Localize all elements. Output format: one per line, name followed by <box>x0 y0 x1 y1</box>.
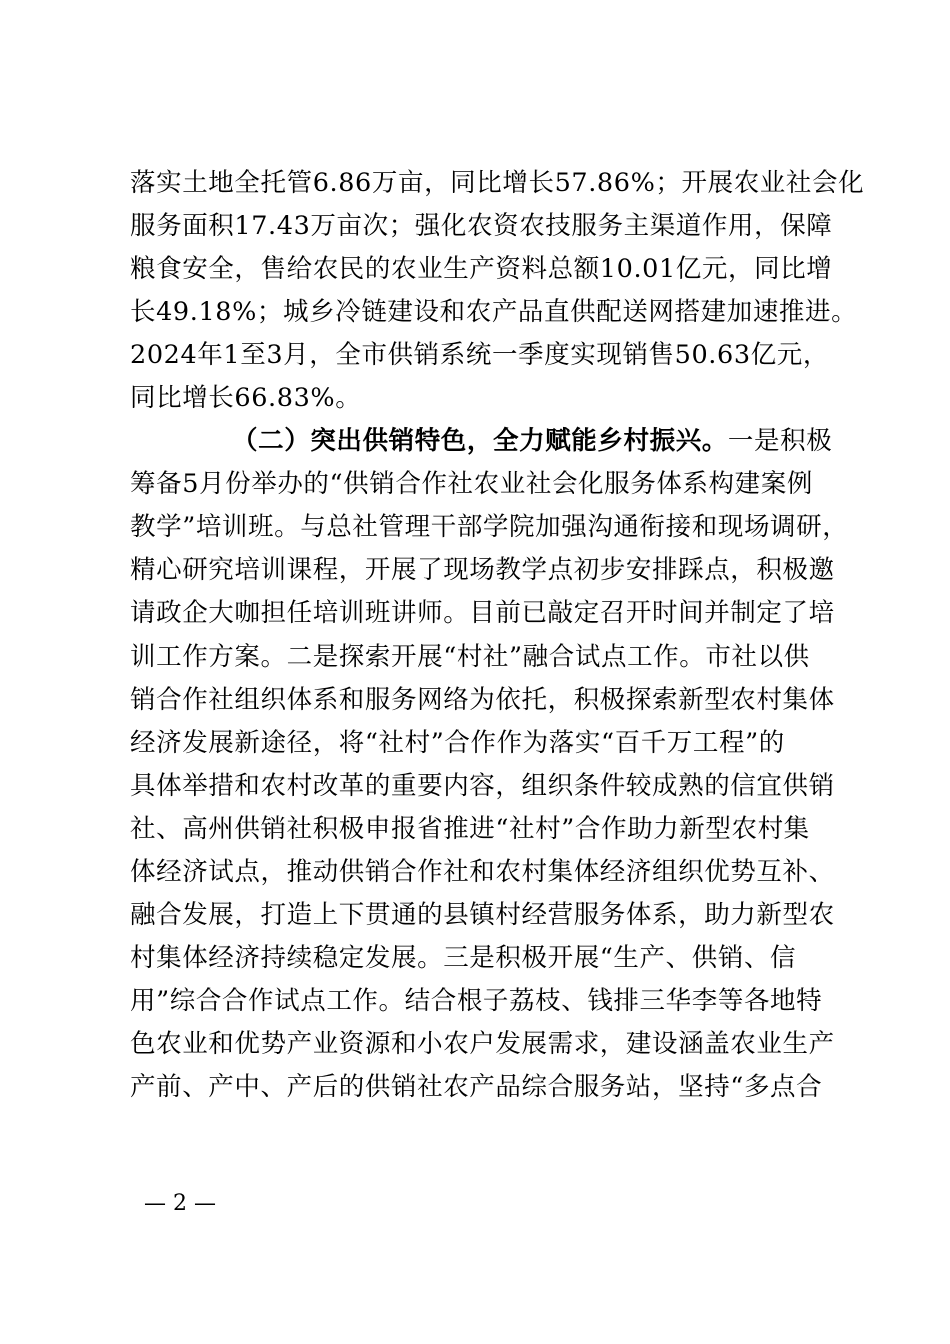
paragraph-line: 村集体经济持续稳定发展。三是积极开展“生产、供销、信 <box>130 942 797 973</box>
page-number: — 2 — <box>144 1191 216 1216</box>
paragraph-line: 服务面积17.43万亩次；强化农资农技服务主渠道作用，保障 <box>130 211 833 242</box>
section-heading: （二）突出供销特色，全力赋能乡村振兴。 <box>232 426 728 457</box>
paragraph-line: 筹备5月份举办的“供销合作社农业社会化服务体系构建案例 <box>130 469 813 500</box>
paragraph-line: 精心研究培训课程，开展了现场教学点初步安排踩点，积极邀 <box>130 555 835 586</box>
paragraph-line: 社、高州供销社积极申报省推进“社村”合作助力新型农村集 <box>130 813 810 844</box>
paragraph-line: 体经济试点，推动供销合作社和农村集体经济组织优势互补、 <box>130 856 835 887</box>
paragraph-line: 长49.18%；城乡冷链建设和农产品直供配送网搭建加速推进。 <box>130 297 858 328</box>
paragraph-line: 教学”培训班。与总社管理干部学院加强沟通衔接和现场调研， <box>130 512 849 543</box>
paragraph-line: 2024年1至3月，全市供销系统一季度实现销售50.63亿元， <box>130 340 829 371</box>
paragraph-line: 用”综合合作试点工作。结合根子荔枝、钱排三华李等各地特 <box>130 985 823 1016</box>
section-heading-tail: 一是积极 <box>727 426 833 457</box>
paragraph-line: 落实土地全托管6.86万亩，同比增长57.86%；开展农业社会化 <box>130 168 865 198</box>
paragraph-line: 产前、产中、产后的供销社农产品综合服务站，坚持“多点合 <box>130 1071 823 1102</box>
paragraph-line: 具体举措和农村改革的重要内容，组织条件较成熟的信宜供销 <box>130 770 835 801</box>
paragraph-line: 经济发展新途径，将“社村”合作作为落实“百千万工程”的 <box>130 727 785 758</box>
paragraph-line: 色农业和优势产业资源和小农户发展需求，建设涵盖农业生产 <box>130 1028 835 1059</box>
document-body <box>130 164 865 1111</box>
section-heading-line <box>130 422 835 461</box>
paragraph-line: 请政企大咖担任培训班讲师。目前已敲定召开时间并制定了培 <box>130 598 835 629</box>
paragraph-line: 融合发展，打造上下贯通的县镇村经营服务体系，助力新型农 <box>130 899 835 930</box>
paragraph-line: 销合作社组织体系和服务网络为依托，积极探索新型农村集体 <box>130 684 835 715</box>
paragraph-line: 训工作方案。二是探索开展“村社”融合试点工作。市社以供 <box>130 641 810 672</box>
paragraph-line: 同比增长66.83%。 <box>130 383 362 414</box>
paragraph-line: 粮食安全，售给农民的农业生产资料总额10.01亿元，同比增 <box>130 254 833 285</box>
